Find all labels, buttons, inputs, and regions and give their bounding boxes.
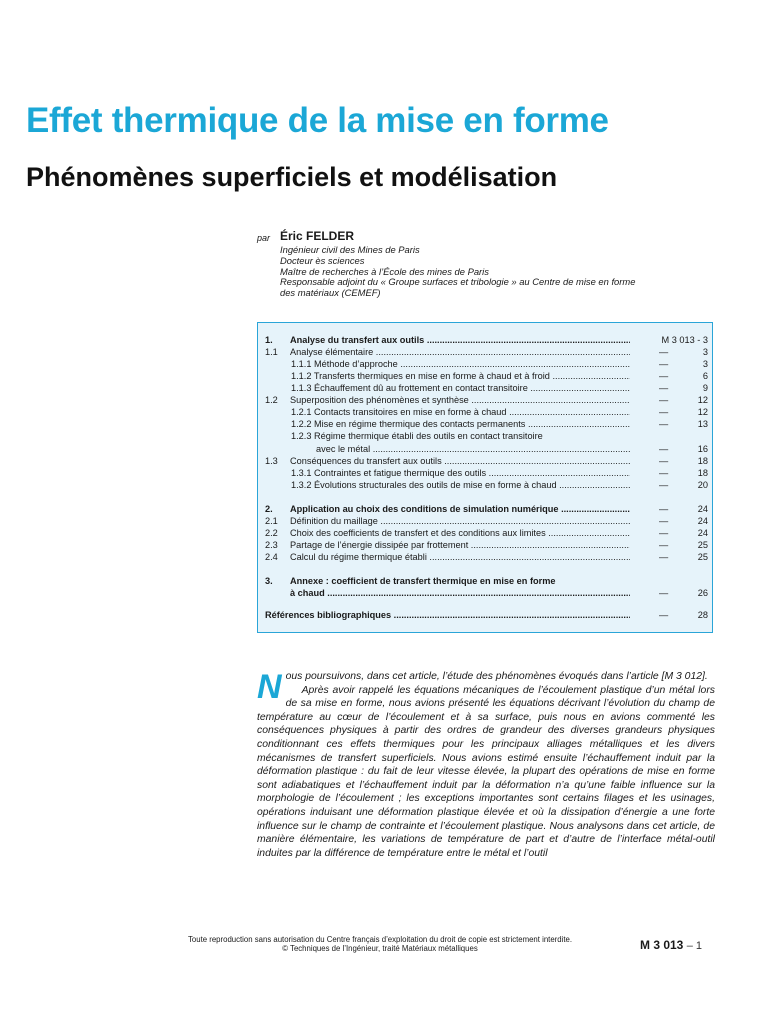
toc-entry-title: Conséquences du transfert aux outils ..... — [290, 455, 630, 467]
toc-entry-dash: — — [659, 456, 669, 466]
toc-entry — [258, 334, 714, 346]
table-of-contents — [257, 322, 713, 633]
toc-entry-page: 18 — [697, 468, 708, 478]
drop-cap: N — [257, 668, 282, 706]
doc-ref-code: M 3 013 — [640, 938, 684, 952]
toc-entry-page: 20 — [697, 480, 708, 490]
toc-entry-page: 26 — [697, 588, 708, 598]
copyright-footer — [120, 935, 640, 953]
toc-entry-dash: — — [659, 383, 669, 393]
page-number: – 1 — [686, 940, 702, 952]
toc-entry-number: 2. — [265, 504, 273, 514]
page-title: Effet thermique de la mise en forme — [26, 101, 609, 140]
toc-entry-dash: — — [659, 540, 669, 550]
toc-entry-page: 12 — [697, 407, 708, 417]
toc-entry-number: 1.1 — [265, 347, 278, 357]
toc-entry-number: 2.1 — [265, 516, 278, 526]
toc-entry-page: 3 — [702, 359, 708, 369]
toc-entry-title: 1.1.2 Transferts thermiques en mise en forme à chaud et à froid ..... — [291, 370, 630, 382]
toc-entry-number: 1. — [265, 335, 273, 345]
toc-entry — [258, 358, 714, 370]
toc-entry-dash: — — [659, 347, 669, 357]
toc-entry — [258, 575, 714, 587]
toc-entry-dash: — — [659, 395, 669, 405]
toc-entry-title: 1.3.2 Évolutions structurales des outils de mise en forme à chaud ..... — [291, 479, 630, 491]
toc-entry-title: Analyse du transfert aux outils ..... — [290, 334, 630, 346]
toc-entry-page: 3 — [702, 347, 708, 357]
toc-entry-dash: — — [659, 480, 669, 490]
toc-entry — [258, 467, 714, 479]
toc-entry-page: 13 — [697, 419, 708, 429]
toc-entry-dash: — — [659, 468, 669, 478]
toc-entry-title: 1.2.3 Régime thermique établi des outils en contact transitoire — [291, 431, 543, 441]
toc-entry-dash: — — [659, 444, 669, 454]
toc-entry-number: 2.3 — [265, 540, 278, 550]
toc-entry-title: 1.1.3 Échauffement dû au frottement en contact transitoire ..... — [291, 382, 630, 394]
copyright-line: Toute reproduction sans autorisation du Centre français d’exploitation du droit de copie est strictement interdite. — [188, 935, 572, 944]
author-credentials — [280, 245, 710, 299]
toc-entry-dash: — — [659, 588, 669, 598]
toc-entry-dash: — — [659, 419, 669, 429]
toc-entry — [258, 587, 714, 599]
toc-entry — [258, 551, 714, 563]
toc-entry-page: 24 — [697, 528, 708, 538]
toc-entry-title: Choix des coefficients de transfert et des conditions aux limites ..... — [290, 527, 630, 539]
toc-entry — [258, 527, 714, 539]
toc-entry-page: M 3 013 - 3 — [661, 335, 708, 345]
toc-entry-dash: — — [659, 552, 669, 562]
toc-entry-dash: — — [659, 516, 669, 526]
intro-body-paragraph: Après avoir rappelé les équations mécaniques de l’écoulement plastique d’un métal lors de sa mise en forme, nous avions présenté les équations décrivant l’évolution du champ de température au cœur de l’écoulement et à sa surface, puis nous en avions commenté les conséquences physiques à partir des ordres de grandeur des diverses grandeurs physiques conditionnant ces effets thermiques pour les principaux alliages métalliques et les divers mécanismes de transfert superficiels. Nous avions estimé ensuite l’échauffement induit par la déformation plastique : du fait de leur vitesse élevée, la plupart des opérations de mise en forme sont adiabatiques et l’échauffement induit par la déformation n’a qu’une faible influence sur la morphologie de l’écoulement ; les exceptions importantes sont certains filages et les usinages, opérations induisant une déformation plastique élevée et où la dissipation d’énergie a une forte influence sur le champ de contrainte et l’écoulement plastique. Nous analysons dans cet article, de manière élémentaire, les variations de température de part et d’autre de l’interface métal-outil induites par la différence de température entre le métal et l’outil — [257, 684, 715, 859]
toc-entry-title: Partage de l’énergie dissipée par frottement ..... — [290, 539, 630, 551]
toc-entry-page: 28 — [697, 610, 708, 620]
toc-entry — [258, 394, 714, 406]
toc-entry-title: 1.3.1 Contraintes et fatigue thermique des outils ..... — [291, 467, 630, 479]
toc-entry-page: 24 — [697, 516, 708, 526]
toc-entry-number: 1.2 — [265, 395, 278, 405]
toc-entry-title: Superposition des phénomènes et synthèse ..... — [290, 394, 630, 406]
toc-entry-number: 3. — [265, 576, 273, 586]
toc-entry — [258, 418, 714, 430]
intro-text — [257, 670, 715, 860]
toc-entry-title: 1.1.1 Méthode d’approche ..... — [291, 358, 630, 370]
credential-line: Responsable adjoint du « Groupe surfaces et tribologie » au Centre de mise en forme — [280, 276, 636, 288]
toc-entry-page: 25 — [697, 540, 708, 550]
toc-entry-page: 9 — [702, 383, 708, 393]
toc-entry-title: Références bibliographiques ..... — [265, 609, 630, 621]
toc-entry-dash: — — [659, 359, 669, 369]
toc-entry-dash: — — [659, 610, 669, 620]
toc-entry — [258, 346, 714, 358]
toc-entry-page: 6 — [702, 371, 708, 381]
toc-entry-dash: — — [659, 504, 669, 514]
toc-entry-title: 1.2.2 Mise en régime thermique des contacts permanents ..... — [291, 418, 630, 430]
author-name: Éric FELDER — [280, 229, 355, 243]
toc-entry-page: 18 — [697, 456, 708, 466]
toc-entry-title: avec le métal ..... — [316, 443, 630, 455]
toc-entry-title: Définition du maillage ..... — [290, 515, 630, 527]
toc-entry-dash: — — [659, 407, 669, 417]
credential-line: Maître de recherches à l’École des mines de Paris — [280, 265, 489, 277]
toc-entry — [258, 503, 714, 515]
credential-line: Docteur ès sciences — [280, 254, 365, 266]
toc-entry-number: 2.2 — [265, 528, 278, 538]
toc-entry-number: 1.3 — [265, 456, 278, 466]
credential-line: Ingénieur civil des Mines de Paris — [280, 244, 420, 255]
toc-entry — [258, 406, 714, 418]
toc-entry — [258, 430, 714, 442]
toc-entry-page: 24 — [697, 504, 708, 514]
toc-entry — [258, 515, 714, 527]
toc-entry — [258, 382, 714, 394]
toc-entry-title: 1.2.1 Contacts transitoires en mise en forme à chaud ..... — [291, 406, 630, 418]
toc-entry-title: Calcul du régime thermique établi ..... — [290, 551, 630, 563]
toc-entry-dash: — — [659, 528, 669, 538]
intro-first-paragraph: ous poursuivons, dans cet article, l’étude des phénomènes évoqués dans l’article [M 3 012]. — [285, 671, 708, 682]
document-reference — [640, 938, 702, 952]
toc-entry-title: à chaud ..... — [290, 587, 630, 599]
toc-entry-page: 16 — [697, 444, 708, 454]
copyright-line: © Techniques de l’Ingénieur, traité Matériaux métalliques — [282, 944, 478, 953]
toc-entry-number: 2.4 — [265, 552, 278, 562]
toc-entry-dash: — — [659, 371, 669, 381]
toc-entry-title: Annexe : coefficient de transfert thermique en mise en forme — [290, 576, 556, 586]
toc-entry-title: Analyse élémentaire ..... — [290, 346, 630, 358]
toc-entry — [258, 370, 714, 382]
page-subtitle: Phénomènes superficiels et modélisation — [26, 162, 558, 192]
toc-entry — [258, 609, 714, 621]
toc-entry-title: Application au choix des conditions de simulation numérique ..... — [290, 503, 630, 515]
credential-line: des matériaux (CEMEF) — [280, 287, 381, 299]
toc-entry-page: 25 — [697, 552, 708, 562]
toc-entry — [258, 539, 714, 551]
toc-entry — [258, 443, 714, 455]
par-label: par — [257, 233, 271, 243]
toc-entry — [258, 455, 714, 467]
toc-entry-page: 12 — [697, 395, 708, 405]
toc-entry — [258, 479, 714, 491]
